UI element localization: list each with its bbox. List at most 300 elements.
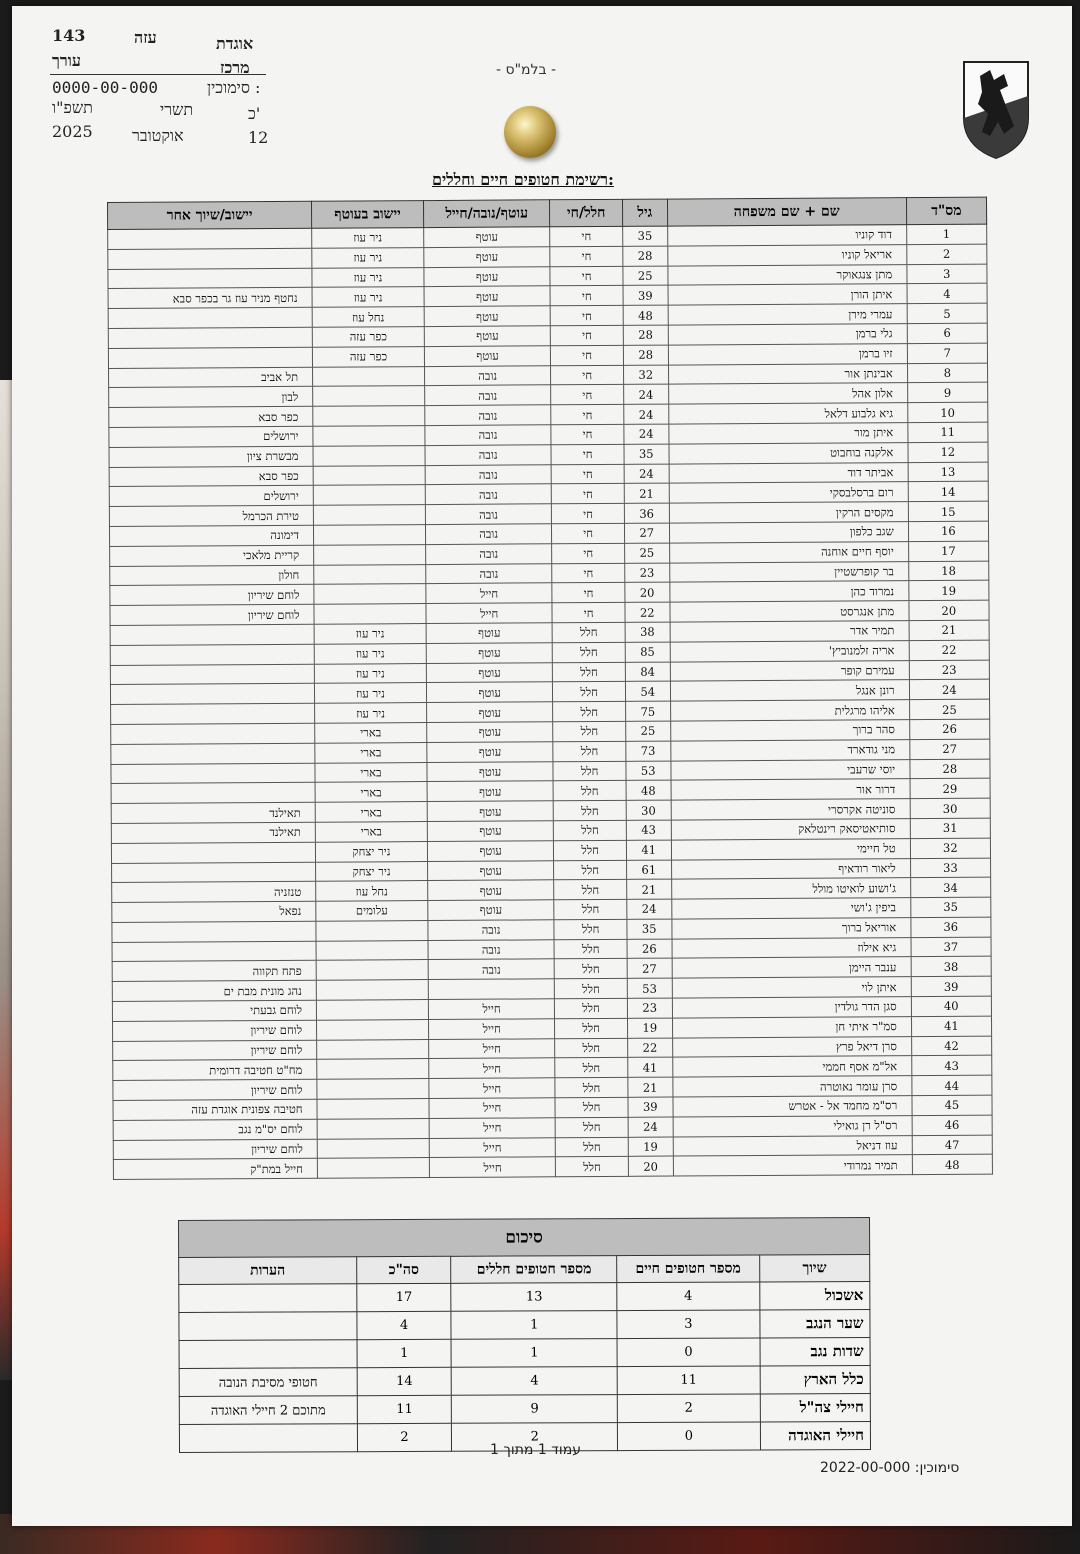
cell-category: נובה [425,524,552,545]
summary-cell-alive: 0 [618,1422,760,1451]
cell-name: אריאל קוניו [667,244,906,265]
cell-settlement: בארי [315,762,427,782]
cell-status: חלל [553,682,626,702]
header-hebrew-day: כ' [248,104,261,123]
summary-col-total: סה"כ [357,1256,452,1283]
cell-status: חלל [553,642,626,662]
cell-category: חייל [429,1098,556,1119]
cell-other: חטיבה צפונית אוגדת עזה [113,1099,317,1120]
cell-category [428,979,555,1000]
cell-other: ירושלים [109,426,313,447]
cell-settlement: ניר עוז [312,247,424,267]
footer-simuchin: סימוכין: 2022-00-000 [820,1460,960,1476]
cell-age: 28 [623,345,668,365]
cell-index: 25 [909,699,989,719]
cell-status: חלל [554,820,627,840]
summary-caption: סיכום [179,1217,870,1257]
cell-index: 37 [911,937,991,957]
cell-status: חלל [554,880,627,900]
cell-category: עוטף [427,722,554,743]
cell-index: 47 [912,1135,992,1155]
summary-cell-total: 4 [357,1311,452,1339]
cell-status: חי [550,286,623,306]
cell-category: עוטף [427,761,554,782]
cell-status: חלל [553,662,626,682]
header-month: אוקטובר [132,126,184,145]
cell-age: 26 [627,939,672,959]
summary-cell-total: 11 [357,1395,452,1423]
summary-cell-total: 14 [357,1367,452,1395]
cell-index: 16 [908,521,988,541]
cell-age: 48 [626,780,671,800]
summary-cell-affiliation: כלל הארץ [760,1365,871,1393]
cell-other [111,783,315,804]
cell-other: תאילנד [111,802,315,823]
cell-other: מבשרת ציון [109,446,313,467]
cell-name: נמרוד כהן [669,581,908,602]
cell-name: סרן עומר נאוטרה [672,1076,911,1097]
cell-settlement: עלומים [316,901,428,921]
cell-settlement: ניר עוז [314,683,426,703]
cell-age: 24 [628,1117,673,1137]
summary-cell-notes: מתוכם 2 חיילי האוגדה [179,1396,357,1425]
cell-age: 21 [624,483,669,503]
cell-name: אבינתן אור [668,363,907,384]
cell-status: חלל [555,1038,628,1058]
cell-other: לוחם שיריון [110,604,314,625]
cell-other [111,703,315,724]
cell-settlement [317,1079,429,1099]
cell-category: נובה [425,405,552,426]
classification-label: - בלמ"ס - [496,62,557,78]
cell-category: נובה [428,920,555,941]
cell-age: 35 [624,444,669,464]
cell-other [110,624,314,645]
cell-category: עוטף [427,702,554,723]
cell-name: דוד קוניו [667,225,906,246]
cell-category: עוטף [424,266,551,287]
summary-cell-total: 17 [357,1283,452,1311]
cell-index: 24 [909,679,989,699]
cell-name: סוניטה אקרסרי [671,799,910,820]
header-simuchin-value: 0000-00-000 [52,78,158,97]
cell-status: חי [551,365,624,385]
cell-settlement: נחל עוז [312,307,424,327]
cell-other: תאילנד [111,822,315,843]
col-header-category: עוטף/נובה/חייל [423,200,550,228]
summary-cell-total: 2 [357,1423,452,1451]
cell-status: חי [552,504,625,524]
summary-row [179,1309,870,1340]
cell-name: גלי ברמן [668,324,907,345]
cell-status: חי [550,306,623,326]
cell-other: מח"ט חטיבה דרומית [113,1060,317,1081]
cell-other [108,327,312,348]
cell-age: 21 [627,879,672,899]
cell-age: 54 [625,681,670,701]
cell-category: חייל [426,603,553,624]
summary-cell-total: 1 [357,1339,452,1367]
cell-settlement: נחל עוז [316,881,428,901]
cell-category: חייל [429,1137,556,1158]
summary-cell-alive: 3 [617,1310,759,1339]
summary-cell-affiliation: חיילי האוגדה [760,1421,871,1449]
cell-category: נובה [425,425,552,446]
cell-index: 9 [907,382,987,402]
cell-index: 3 [907,264,987,284]
col-header-index: מס"ד [906,197,986,224]
cell-settlement [314,564,426,584]
cell-index: 48 [912,1155,992,1175]
cell-other: לוחם שיריון [113,1020,317,1041]
cell-index: 28 [910,759,990,779]
cell-settlement: בארי [315,742,427,762]
cell-settlement: ניר עוז [314,663,426,683]
cell-category: עוטף [427,781,554,802]
cell-age: 27 [627,959,672,979]
cell-category: חייל [426,583,553,604]
table-row [113,1155,992,1180]
cell-name: בר קופרשטיין [669,561,908,582]
cell-category: חייל [429,1038,556,1059]
cell-other: חייל במת"ק [113,1159,317,1180]
cell-name: רס"מ מחמד אל - אטרש [673,1096,912,1117]
cell-index: 39 [911,976,991,996]
cell-status: חי [552,484,625,504]
cell-status: חלל [552,622,625,642]
cell-category: חייל [429,1157,556,1178]
cell-age: 22 [625,602,670,622]
cell-settlement [316,960,428,980]
cell-age: 22 [628,1038,673,1058]
col-header-status: חלל/חי [550,199,623,226]
cell-status: חי [551,405,624,425]
cell-age: 41 [628,1058,673,1078]
header-simuchin-label: סימוכין : [207,78,261,97]
cell-index: 26 [909,719,989,739]
cell-age: 24 [624,384,669,404]
cell-category: עוטף [427,801,554,822]
cell-settlement [314,525,426,545]
cell-other: כפר סבא [109,406,313,427]
cell-index: 17 [908,541,988,561]
cell-settlement [316,980,428,1000]
cell-index: 2 [906,244,986,264]
cell-age: 28 [623,325,668,345]
cell-other: כפר סבא [109,466,313,487]
cell-status: חי [551,424,624,444]
cell-index: 20 [909,600,989,620]
cell-age: 28 [623,246,668,266]
cell-index: 10 [907,402,987,422]
cell-index: 11 [908,422,988,442]
cell-name: מתן אנגרסט [670,601,909,622]
cell-name: ליאור רודאיף [671,858,910,879]
cell-index: 42 [911,1036,991,1056]
cell-age: 35 [623,226,668,246]
cell-index: 41 [911,1016,991,1036]
cell-age: 39 [623,285,668,305]
cell-age: 36 [624,503,669,523]
cell-age: 25 [626,721,671,741]
cell-other [108,248,312,269]
summary-col-notes: הערות [179,1257,357,1285]
cell-status: חלל [556,1157,629,1177]
summary-cell-affiliation: אשכול [759,1281,870,1309]
summary-row [179,1393,870,1424]
cell-age: 20 [625,582,670,602]
cell-name: סהר ברוך [670,720,909,741]
cell-other: תל אביב [109,367,313,388]
cell-settlement: בארי [315,821,427,841]
cell-settlement: ניר יצחק [316,861,428,881]
cell-age: 39 [628,1097,673,1117]
cell-name: אריה זלמנוביץ' [670,640,909,661]
header-year: 2025 [52,122,93,141]
cell-settlement: ניר עוז [312,267,424,287]
cell-age: 25 [623,266,668,286]
cell-other [111,743,315,764]
cell-other: לוחם גבעתי [112,1000,316,1021]
summary-cell-dead: 2 [452,1423,618,1452]
cell-index: 1 [906,224,986,244]
cell-settlement [317,1019,429,1039]
cell-index: 6 [907,323,987,343]
cell-name: גיא גלבוע דלאל [668,403,907,424]
cell-index: 45 [912,1095,992,1115]
cell-other [110,684,314,705]
cell-settlement: ניר עוז [314,623,426,643]
cell-name: ענבר היימן [672,957,911,978]
cell-index: 21 [909,620,989,640]
cell-other: פתח תקווה [112,961,316,982]
cell-index: 4 [907,284,987,304]
cell-status: חי [550,226,623,246]
cell-status: חלל [554,860,627,880]
cell-settlement: כפר עזה [312,327,424,347]
cell-status: חלל [555,1058,628,1078]
cell-name: טל חיימי [671,838,910,859]
cell-status: חלל [553,701,626,721]
cell-age: 53 [626,761,671,781]
cell-age: 35 [627,919,672,939]
cell-category: עוטף [426,682,553,703]
cell-category: נובה [425,385,552,406]
cell-status: חי [551,444,624,464]
cell-age: 25 [625,543,670,563]
unit-emblem-icon [960,56,1032,160]
header-number: 143 [52,26,86,45]
cell-category: נובה [425,504,552,525]
cell-name: עמירם קופר [670,660,909,681]
cell-category: עוטף [428,880,555,901]
cell-index: 46 [912,1115,992,1135]
cell-other: טנזניה [112,882,316,903]
cell-age: 43 [626,820,671,840]
cell-name: רס"ל רן גואילי [673,1115,912,1136]
cell-age: 24 [624,464,669,484]
cell-settlement [316,920,428,940]
cell-status: חלל [554,899,627,919]
cell-category: עוטף [424,247,551,268]
summary-cell-notes [179,1312,357,1341]
cell-other: ירושלים [109,486,313,507]
cell-settlement [313,366,425,386]
cell-settlement [314,544,426,564]
cell-name: יוסי שרעבי [670,759,909,780]
cell-age: 20 [628,1157,673,1177]
cell-category: נובה [428,959,555,980]
cell-status: חלל [555,979,628,999]
cell-category: נובה [425,484,552,505]
cell-settlement [316,1000,428,1020]
cell-category: עוטף [424,346,551,367]
cell-name: איתן לוי [672,977,911,998]
cell-name: סגן הדר גולדין [672,997,911,1018]
cell-name: אוריאל ברוך [671,917,910,938]
cell-index: 43 [911,1056,991,1076]
cell-settlement [313,485,425,505]
cell-name: עוז דניאל [673,1135,912,1156]
cell-settlement: ניר עוז [315,703,427,723]
header-day: 12 [248,128,269,147]
cell-age: 53 [627,978,672,998]
cell-category: חייל [428,1019,555,1040]
cell-status: חלל [554,800,627,820]
summary-cell-notes: חטופי מסיבת הנובה [179,1368,357,1397]
cell-status: חלל [553,781,626,801]
cell-settlement [314,604,426,624]
cell-age: 19 [628,1137,673,1157]
summary-cell-dead: 4 [452,1367,618,1396]
cell-age: 48 [623,305,668,325]
cell-other [111,763,315,784]
document-title: רשימת חטופים חיים וחללים: [432,170,614,189]
cell-index: 38 [911,957,991,977]
summary-col-alive: מספר חטופים חיים [617,1255,759,1283]
cell-name: דרור אור [671,779,910,800]
cell-category: עוטף [424,326,551,347]
cell-other: לוחם שיריון [113,1040,317,1061]
cell-name: סותיאטיסאק רינטלאק [671,819,910,840]
cell-name: איתן מור [668,423,907,444]
summary-row [179,1365,870,1396]
cell-other [112,921,316,942]
cell-settlement [317,1059,429,1079]
cell-settlement [317,1118,429,1138]
cell-name: אביתר דוד [669,462,908,483]
cell-name: זיו ברמן [668,343,907,364]
cell-settlement [313,505,425,525]
cell-index: 32 [910,838,990,858]
page-number: עמוד 1 מתוך 1 [490,1442,581,1458]
cell-status: חלל [554,939,627,959]
cell-status: חי [552,583,625,603]
cell-category: חייל [429,1078,556,1099]
cell-other: נפאל [112,901,316,922]
summary-cell-affiliation: שער הנגב [759,1309,870,1337]
cell-age: 32 [623,365,668,385]
cell-name: אליהו מרגלית [670,700,909,721]
cell-category: עוטף [427,821,554,842]
cell-category: חייל [429,1118,556,1139]
cell-settlement [313,426,425,446]
cell-settlement: ניר עוז [312,287,424,307]
cell-index: 19 [909,580,989,600]
summary-cell-alive: 11 [617,1366,759,1395]
cell-category: נובה [426,544,553,565]
cell-name: עמרי מירן [668,304,907,325]
cell-name: מני גודארד [670,739,909,760]
header-aza: עזה [134,28,157,47]
summary-cell-alive: 2 [618,1394,760,1423]
cell-index: 15 [908,501,988,521]
cell-other: לוחם יס"מ נגב [113,1119,317,1140]
header-divider [50,74,266,75]
cell-age: 24 [627,899,672,919]
cell-index: 30 [910,798,990,818]
cell-status: חלל [555,1078,628,1098]
cell-status: חי [552,602,625,622]
cell-age: 41 [626,840,671,860]
cell-index: 22 [909,640,989,660]
pushpin-icon [504,106,556,158]
cell-index: 27 [909,739,989,759]
cell-settlement: ניר יצחק [315,841,427,861]
cell-other: טירת הכרמל [109,505,313,526]
cell-other [112,862,316,883]
cell-status: חלל [554,919,627,939]
cell-settlement: ניר עוז [314,643,426,663]
cell-settlement [313,465,425,485]
col-header-name: שם + שם משפחה [667,198,906,226]
cell-other: לוחם שיריון [110,585,314,606]
cell-index: 31 [910,818,990,838]
cell-other: נהג מונית מבת ים [112,981,316,1002]
cell-age: 30 [626,800,671,820]
header-orech: עורך [52,51,81,70]
cell-name: ביפין ג'ושי [671,898,910,919]
cell-age: 27 [624,523,669,543]
cell-category: עוטף [426,643,553,664]
cell-other [108,347,312,368]
cell-index: 12 [908,442,988,462]
cell-name: מתן צנגאוקר [667,264,906,285]
cell-age: 23 [627,998,672,1018]
cell-settlement: בארי [315,802,427,822]
cell-settlement [317,1158,429,1178]
cell-other: חולון [110,565,314,586]
summary-cell-notes [179,1424,357,1453]
cell-other [108,228,312,249]
cell-status: חלל [554,959,627,979]
cell-other: נחטף מניר עוז גר בכפר סבא [108,288,312,309]
document-page [12,6,1072,1526]
cell-name: אלון אהל [668,383,907,404]
cell-index: 14 [908,481,988,501]
summary-cell-affiliation: שדות נגב [760,1337,871,1365]
cell-status: חי [551,385,624,405]
col-header-age: גיל [622,199,667,226]
summary-col-affiliation: שיוך [759,1254,870,1281]
col-header-settlement: יישוב בעוטף [312,201,424,229]
cell-category: עוטף [424,306,551,327]
cell-category: נובה [425,445,552,466]
cell-other [112,941,316,962]
cell-settlement [313,406,425,426]
summary-row [179,1281,870,1312]
cell-category: עוטף [424,227,551,248]
